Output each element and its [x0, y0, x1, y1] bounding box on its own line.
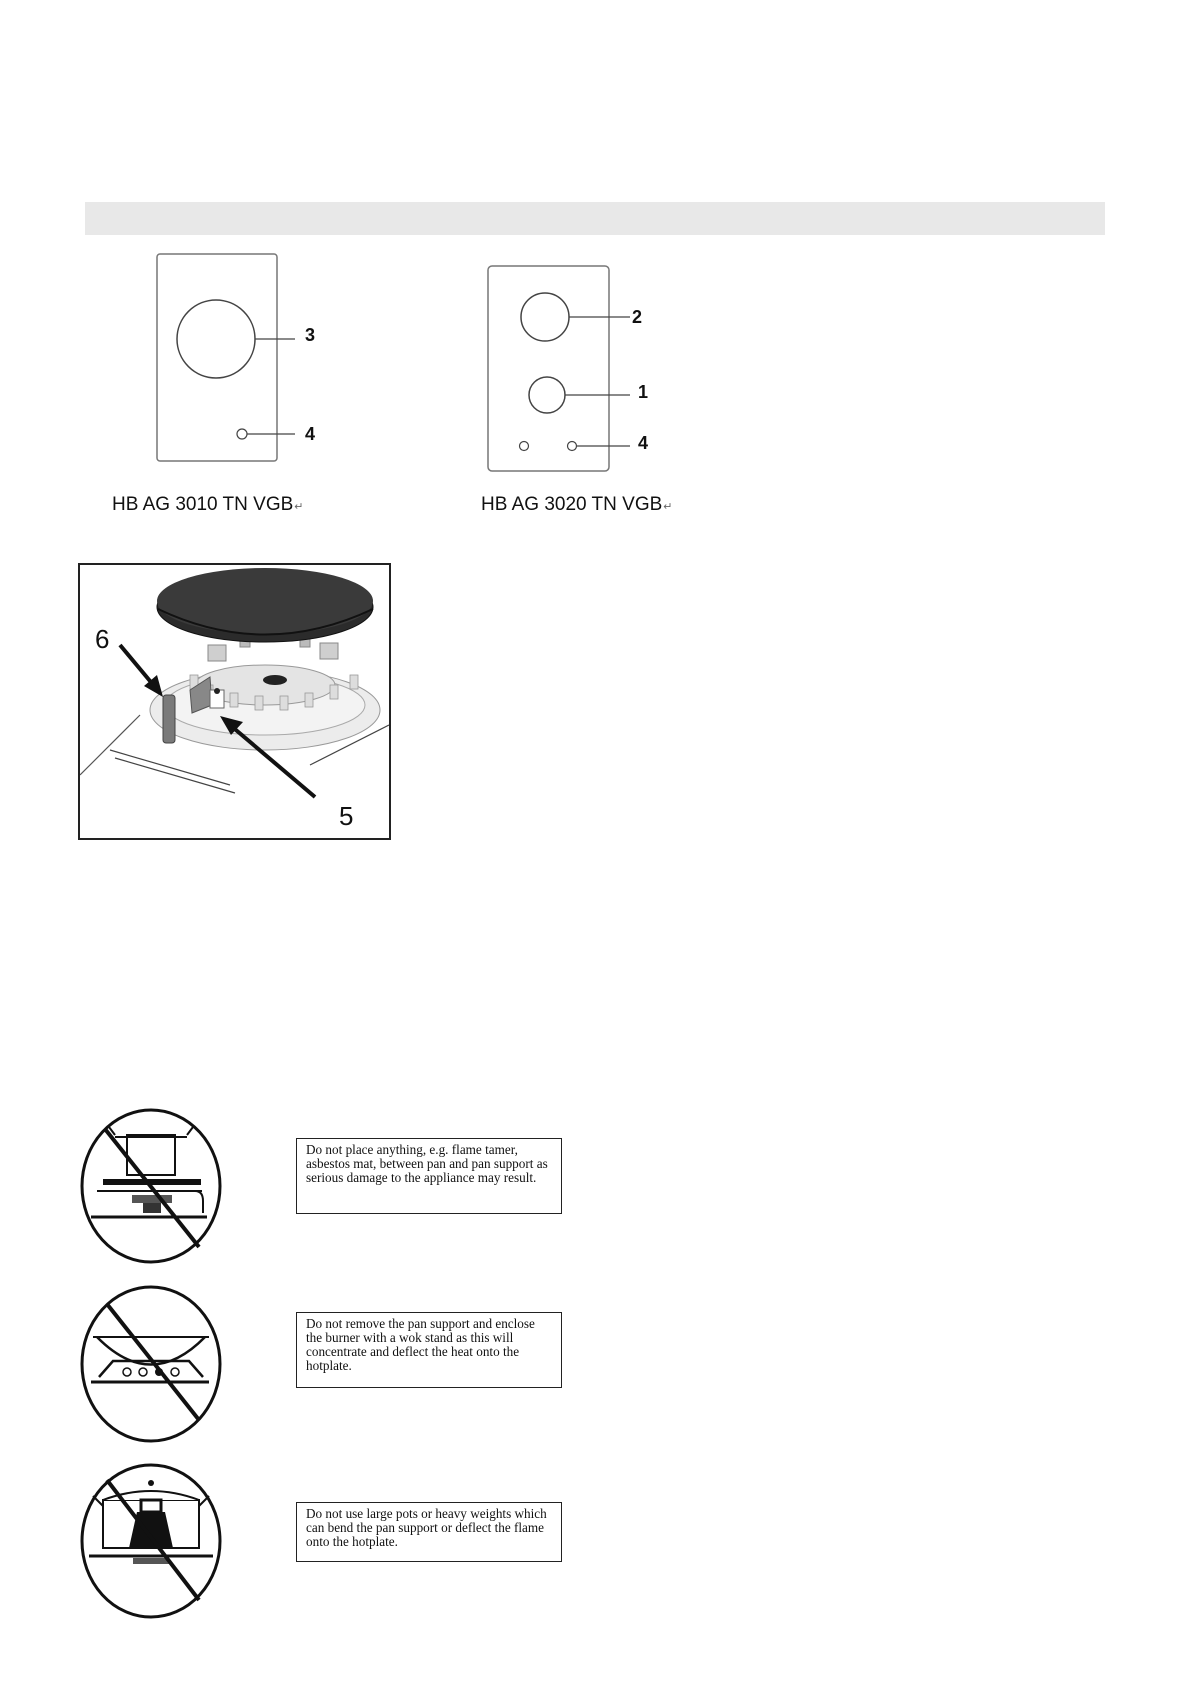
callout-5: 5: [339, 801, 354, 831]
warning-text: Do not place anything, e.g. flame tamer, asbestos mat, between pan and pan support as serious damage to the appliance may result.: [306, 1142, 548, 1185]
callout-2: 2: [632, 307, 643, 327]
warning-text-2: [296, 1312, 562, 1388]
section-header-band: [85, 202, 1105, 235]
warning-text: Do not remove the pan support and enclose the burner with a wok stand as this will concentrate and deflect the heat onto the hotplate.: [306, 1316, 535, 1373]
model-label-text: HB AG 3020 TN VGB: [481, 494, 663, 515]
callout-4: 4: [305, 424, 316, 444]
paragraph-mark: ↵: [294, 501, 304, 513]
callout-4b: 4: [638, 433, 649, 453]
callout-3: 3: [305, 325, 316, 345]
burner-illustration: [78, 563, 391, 840]
callout-6: 6: [95, 624, 110, 654]
warning-text: Do not use large pots or heavy weights which can bend the pan support or deflect the flame onto the hotplate.: [306, 1506, 547, 1549]
warning-text-1: [296, 1138, 562, 1214]
warning-text-3: [296, 1502, 562, 1562]
callout-1: 1: [638, 382, 649, 402]
hob-diagram-double: [485, 262, 645, 477]
no-wok-stand-icon: [77, 1282, 225, 1446]
model-label-3010: [112, 494, 304, 516]
no-flame-tamer-icon: [77, 1105, 225, 1267]
model-label-text: HB AG 3010 TN VGB: [112, 494, 294, 515]
model-label-3020: [481, 494, 673, 516]
no-heavy-weights-icon: [77, 1460, 225, 1622]
paragraph-mark: ↵: [663, 501, 673, 513]
hob-diagram-single: [150, 250, 350, 470]
